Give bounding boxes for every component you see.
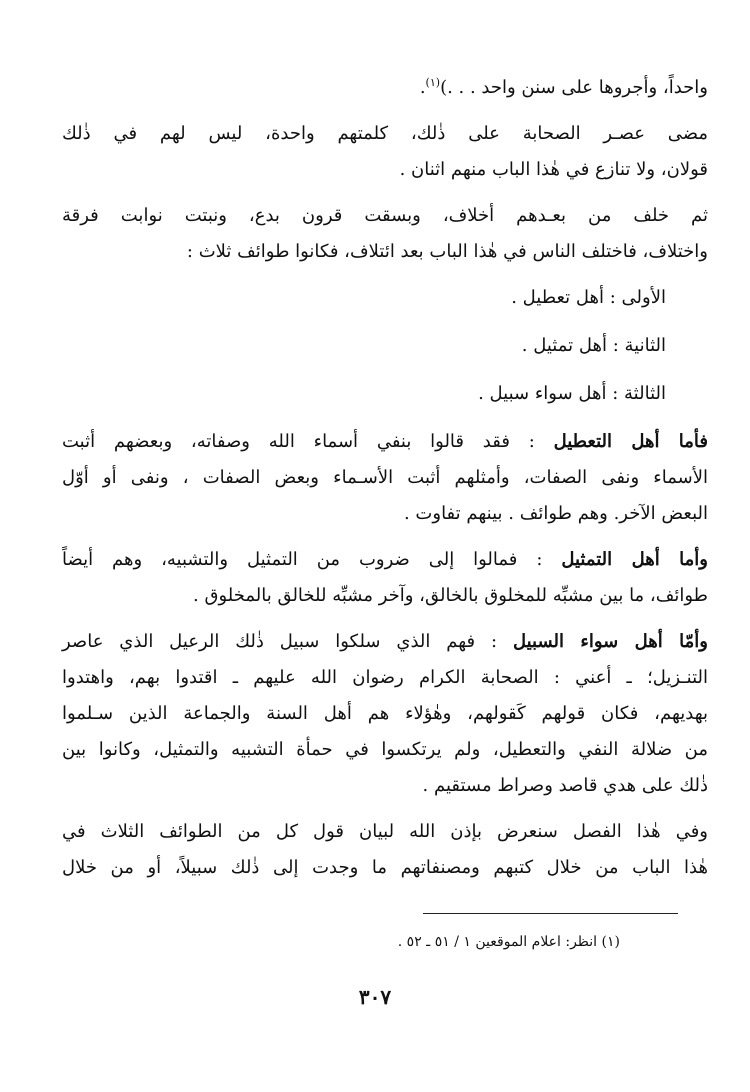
section-heading-sawa-sabil: وأمّا أهل سواء السبيل [512, 631, 708, 652]
paragraph-2 [62, 116, 708, 188]
paragraph-2-line-2: قولان، ولا تنازع في هٰذا الباب منهم اثنان . [399, 159, 708, 180]
paragraph-4-line-1: فأما أهل التعطيل : فقد قالوا بنفي أسماء الله وصفاته، وبعضهم أثبت [62, 431, 708, 452]
list-item-third: الثالثة : أهل سواء سبيل . [478, 383, 666, 404]
paragraph-6-line-1: وأمّا أهل سواء السبيل : فهم الذي سلكوا سبيل ذٰلك الرعيل الذي عاصر [62, 631, 708, 652]
paragraph-5-line-1: وأما أهل التمثيل : فمالوا إلى ضروب من التمثيل والتشبيه، وهم أيضاً [62, 549, 709, 570]
paragraph-4-line-2: الأسماء ونفى الصفات، وأمثلهم أثبت الأسـماء وبعض الصفات ، ونفى أو أوّل [62, 467, 708, 488]
page-number: ٣٠٧ [358, 985, 392, 1009]
paragraph-3 [62, 198, 708, 270]
paragraph-4-line-3: البعض الآخر. وهم طوائف . بينهم تفاوت . [403, 503, 708, 524]
paragraph-7-line-1: وفي هٰذا الفصل سنعرض بإذن الله لبيان قول كل من الطوائف الثلاث في [62, 821, 708, 842]
section-heading-tatil: فأما أهل التعطيل [553, 431, 708, 452]
paragraph-5 [62, 542, 708, 614]
paragraph-3-line-2: واختلاف، فاختلف الناس في هٰذا الباب بعد ائتلاف، فكانوا طوائف ثلاث : [186, 241, 708, 262]
paragraph-7 [62, 814, 708, 886]
paragraph-5-line-2: طوائف، ما بين مشبِّه للمخلوق بالخالق، وآخر مشبِّه للخالق بالمخلوق . [193, 585, 708, 606]
paragraph-4 [62, 424, 708, 532]
paragraph-1 [62, 70, 708, 106]
list-item-first: الأولى : أهل تعطيل . [511, 287, 666, 308]
paragraph-7-line-2: هٰذا الباب من خلال كتبهم ومصنفاتهم ما وجدت إلى ذٰلك سبيلاً، أو من خلال [62, 857, 708, 878]
footnote-reference[interactable]: (١) [425, 76, 441, 89]
paragraph-6-line-2: التنـزيل؛ ـ أعني : الصحابة الكرام رضوان الله عليهم ـ اقتدوا بهم، واهتدوا [62, 667, 708, 688]
footnote-separator [423, 913, 678, 914]
footnote: (١) انظر: اعلام الموقعين ١ / ٥١ ـ ٥٢ . [397, 934, 620, 950]
paragraph-1-line-1: واحداً، وأجروها على سنن واحد . . .)$^{(١)}$. [419, 76, 708, 98]
main-text [62, 70, 708, 896]
paragraph-2-line-1: مضى عصـر الصحابة على ذٰلك، كلمتهم واحدة، ليس لهم في ذٰلك [62, 123, 708, 144]
paragraph-6 [62, 624, 708, 804]
paragraph-6-line-5: ذٰلك على هدي قاصد وصراط مستقيم . [422, 775, 708, 796]
paragraph-6-line-3: بهديهم، فكان قولهم كَقولهم، وهٰؤلاء هم أهل السنة والجماعة الذين سـلموا [62, 703, 708, 724]
paragraph-6-line-4: من ضلالة النفي والتعطيل، ولم يرتكسوا في حمأة التشبيه والتمثيل، وكانوا بين [62, 739, 708, 760]
list-item-second: الثانية : أهل تمثيل . [521, 335, 666, 356]
paragraph-3-line-1: ثم خلف من بعـدهم أخلاف، وبسقت قرون بدع، ونبتت نوابت فرقة [62, 205, 708, 226]
section-heading-tamthil: وأما أهل التمثيل [561, 549, 709, 570]
